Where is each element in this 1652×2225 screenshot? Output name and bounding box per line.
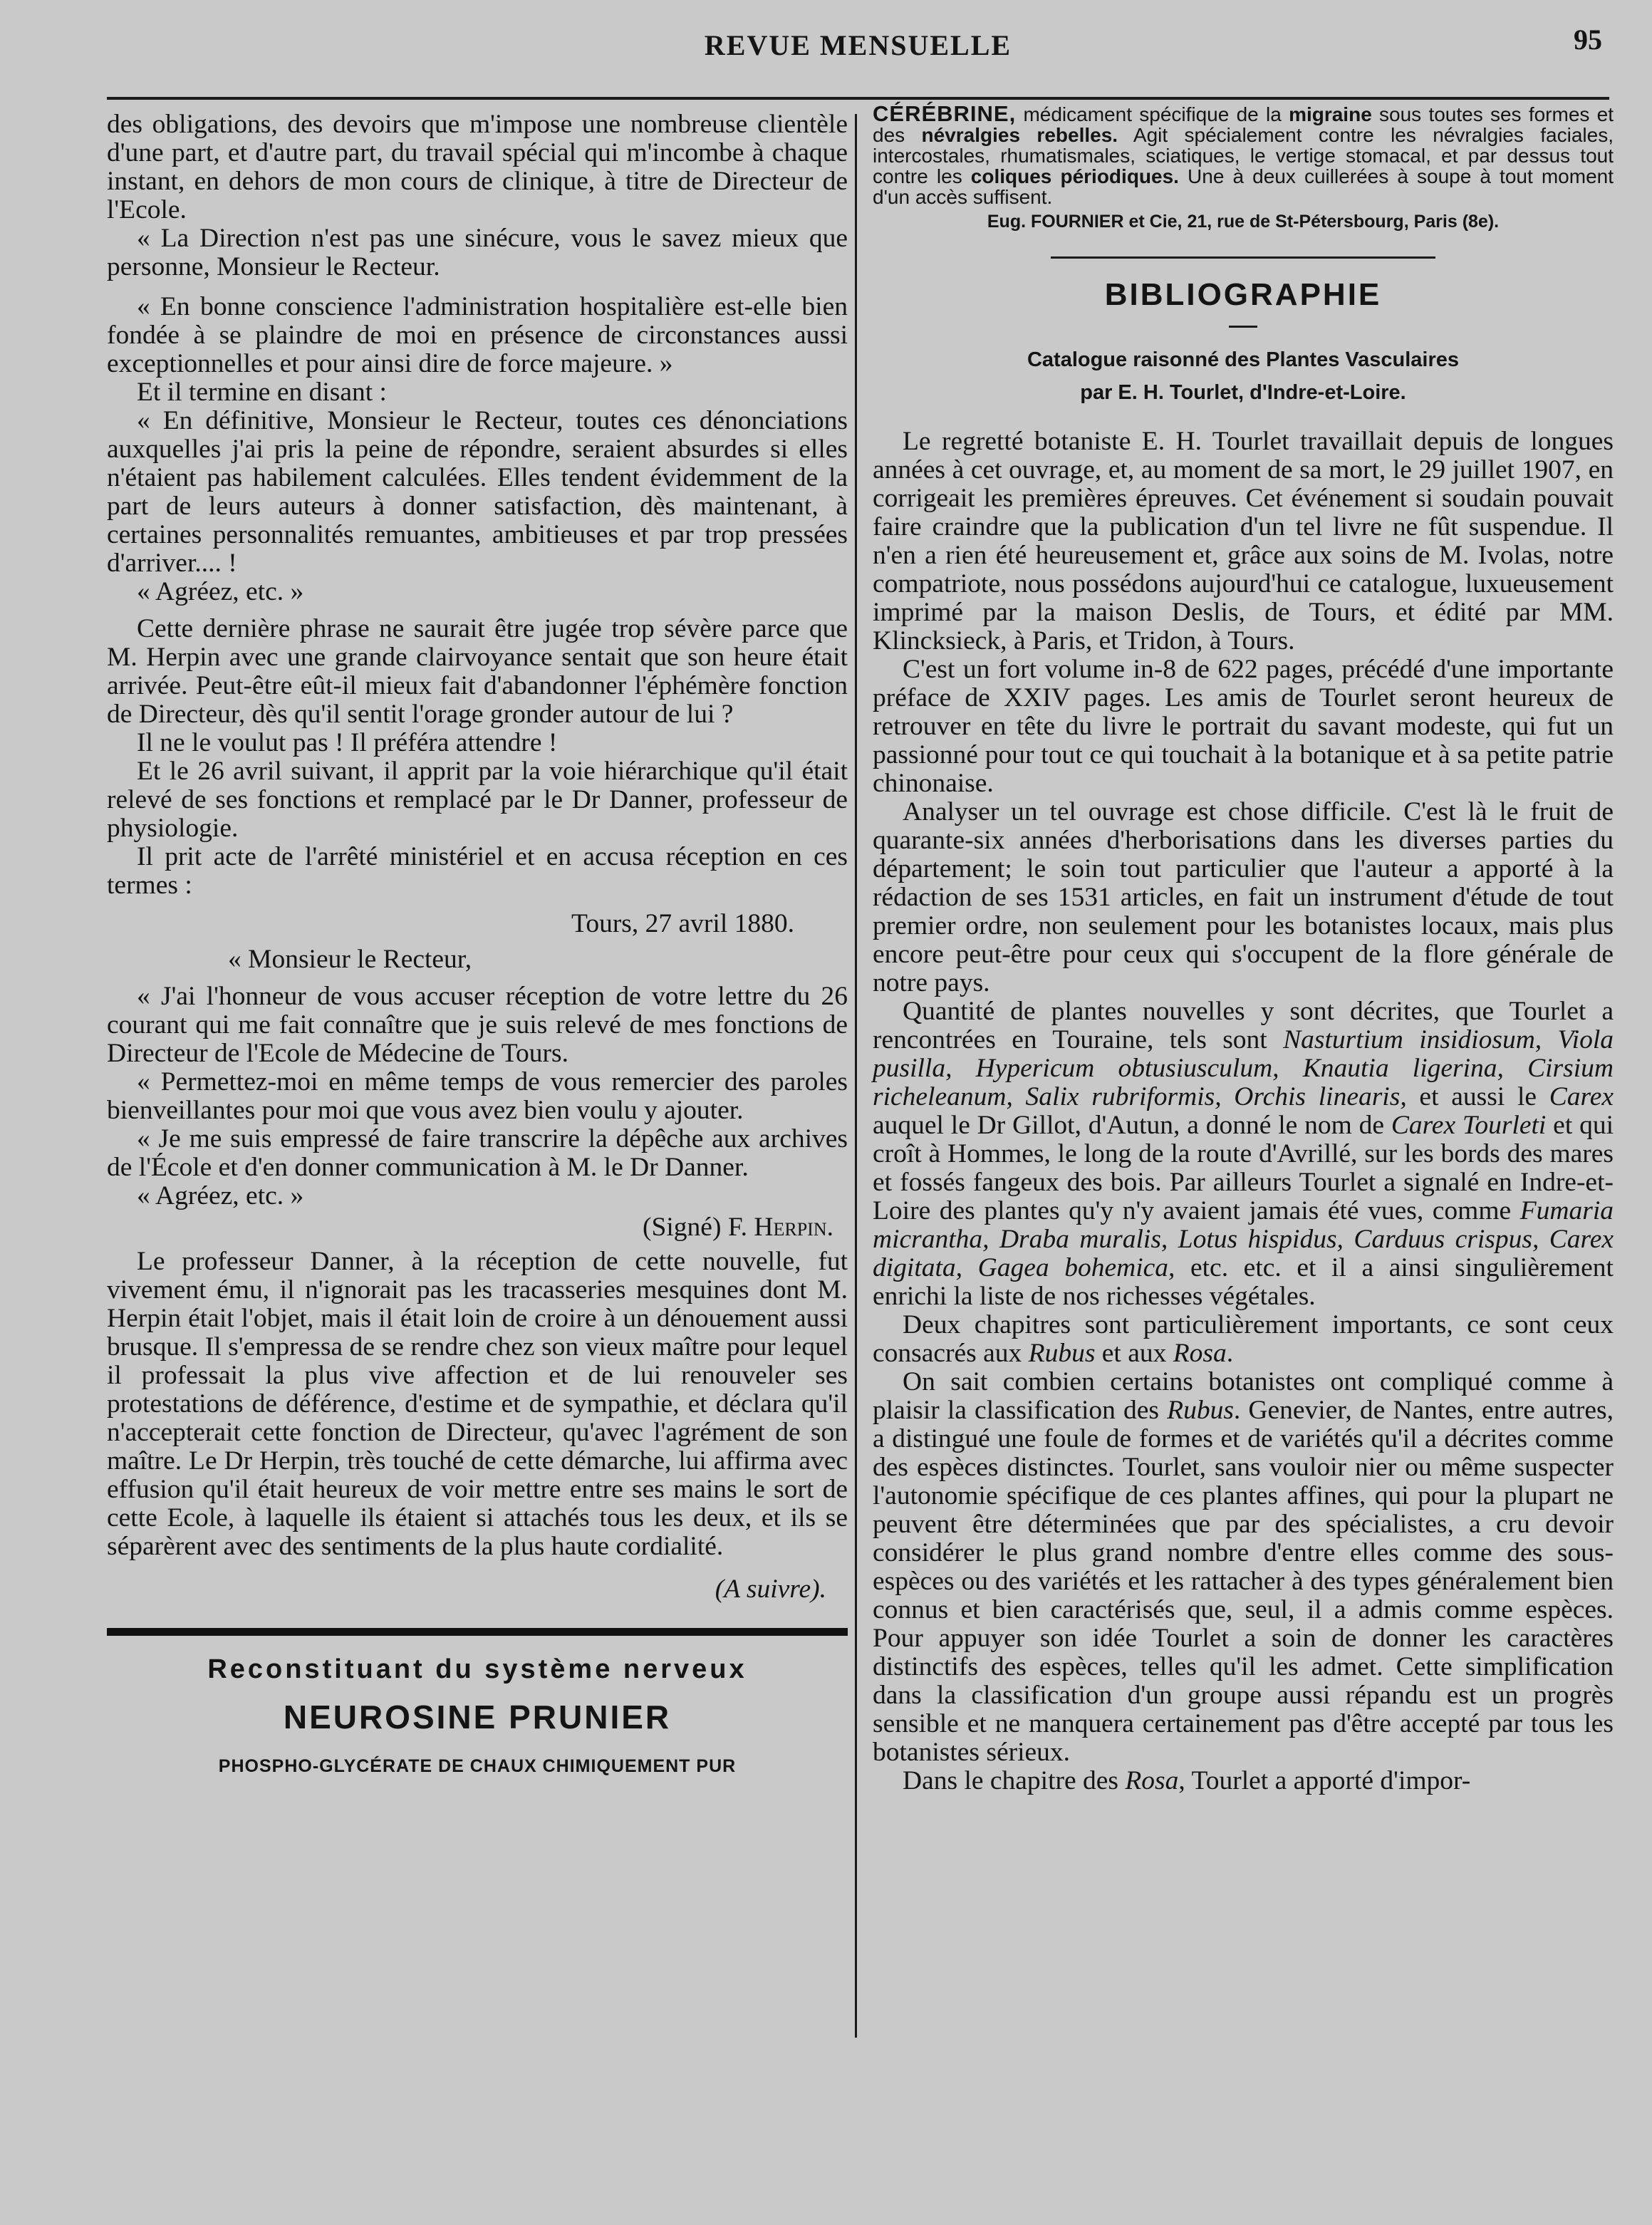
paragraph: Deux chapitres sont particulièrement importants, ce sont ceux consacrés aux Rubus et aux Rosa. [873,1310,1614,1368]
title-dash [1229,326,1257,328]
paragraph: C'est un fort volume in-8 de 622 pages, précédé d'une importante préface de XXIV pages. Les amis de Tourlet seront heureux de retrouver en tête du livre le portrait du savant modeste, qui fut un passionné pour tout ce qui touchait à la botanique et à sa petite patrie chinonaise. [873,655,1614,798]
paragraph: Dans le chapitre des Rosa, Tourlet a apporté d'impor- [903,1766,1471,1795]
ad-description: PHOSPHO-GLYCÉRATE DE CHAUX CHIMIQUEMENT PUR [218,1756,737,1776]
paragraph: « Agréez, etc. » [137,577,304,606]
page-header [107,24,1609,71]
letter-salutation: « Monsieur le Recteur, [228,945,472,974]
signature-name: Herpin. [754,1213,833,1242]
review-body [873,427,1614,1795]
paragraph: Et il termine en disant : [137,378,387,407]
to-be-continued: (A suivre). [715,1575,826,1604]
paragraph: On sait combien certains botanistes ont compliqué comme à plaisir la classification des Rubus. Genevier, de Nantes, entre autres, a distingué une foule de formes et de variétés qu'il a décrites comme des espèces distinctes. Tourlet, sans vouloir nier ou même suspecter l'autonomie spécifique de ces plantes affines, qui pour la plupart ne peuvent être déterminées que par des spécialistes, a cru devoir considérer le plus grand nombre d'entre elles comme des sous-espèces ou des variétés et les rattacher à des types généralement bien connus et bien caractérisés que, seul, il a admis comme espèces. Pour appuyer son idée Tourlet a soin de donner les caractères distinctifs des espèces, telles qu'il les admet. Cette simplification dans la classification d'un groupe aussi répandu est un progrès sensible et ne manquera certainement pas d'être accepté par tous les botanistes sérieux. [873,1367,1614,1767]
header-rule [107,97,1609,100]
ad-product-name: CÉRÉBRINE, [873,101,1017,126]
section-rule [1051,256,1435,259]
paragraph: Et le 26 avril suivant, il apprit par la voie hiérarchique qu'il était relevé de ses fonctions et remplacé par le Dr Danner, professeur de physiologie. [107,757,848,843]
letter-paragraph: « Agréez, etc. » [137,1181,304,1210]
paragraph: Cette dernière phrase ne saurait être jugée trop sévère parce que M. Herpin avec une grande clairvoyance sentait que son heure était arrivée. Peut-être eût-il mieux fait d'abandonner l'éphémère fonction de Directeur, dès qu'il sentit l'orage gronder autour de lui ? [107,614,848,729]
ad-cerebrine-text: CÉRÉBRINE, médicament spécifique de la migraine sous toutes ses formes et des névralgies rebelles. Agit spécialement contre les névralgies faciales, intercostales, rhumatismales, sciatiques, le vertige stomacal, et par dessus tout contre les coliques périodiques. Une à deux cuillerées à soupe à tout moment d'un accès suffisent. [873,101,1614,208]
section-title: BIBLIOGRAPHIE [1104,277,1382,312]
paragraph: Il ne le voulut pas ! Il préféra attendre ! [137,728,558,757]
paragraph: « En définitive, Monsieur le Recteur, toutes ces dénonciations auxquelles j'ai pris la peine de répondre, seraient absurdes si elles n'étaient pas habilement calculées. Elles tendent évidemment de la part de leurs auteurs à donner satisfaction, dès maintenant, à certaines personnalités remuantes, ambitieuses et par trop pressées d'arriver.... ! [107,406,848,578]
advertisement-neurosine [107,1654,848,1777]
letter-date: Tours, 27 avril 1880. [571,909,794,938]
letter-paragraph: « Permettez-moi en même temps de vous remercier des paroles bienveillantes pour moi que vous avez bien voulu y ajouter. [107,1067,848,1125]
ad-product-name: NEUROSINE PRUNIER [283,1698,672,1736]
paragraph: Analyser un tel ouvrage est chose difficile. C'est là le fruit de quarante-six années d'herborisations dans les diverses parties du département; le soin tout particulier que l'auteur a apporté à la rédaction de ses 1531 articles, en fait un instrument d'étude de tout premier ordre, non seulement pour les botanistes locaux, mais plus encore peut-être pour ceux qui s'occupent de la flore générale de notre pays. [873,797,1614,997]
book-title: Catalogue raisonné des Plantes Vasculaires par E. H. Tourlet, d'Indre-et-Loire. [1027,348,1460,404]
page-number: 95 [1574,24,1602,56]
running-title: REVUE MENSUELLE [704,29,1012,61]
paragraph: des obligations, des devoirs que m'impose une nombreuse clientèle d'une part, et d'autre part, du travail spécial qui m'incombe à chaque instant, en dehors de mon cours de clinique, à titre de Directeur de l'Ecole. [107,110,848,224]
paragraph: Le professeur Danner, à la réception de cette nouvelle, fut vivement ému, il n'ignorait pas les tracasseries mesquines dont M. Herpin était l'objet, mais il était loin de croire à un dénouement aussi brusque. Il s'empressa de se rendre chez son vieux maître pour lequel il professait la plus vive affection et de lui renouveler ses protestations de déférence, d'estime et de sympathie, et déclara qu'il n'accepterait cette fonction de Directeur, qu'avec l'agrément de son maître. Le Dr Herpin, très touché de cette démarche, lui affirma avec effusion qu'il était heureux de voir mettre entre ses mains le sort de cette Ecole, à laquelle ils étaient si attachés tous les deux, et ils se séparèrent avec des sentiments de la plus haute cordialité. [107,1247,848,1561]
paragraph: « La Direction n'est pas une sinécure, vous le savez mieux que personne, Monsieur le Recteur. [107,224,848,281]
column-divider [855,114,857,2038]
left-column [107,110,848,1777]
ad-address: Eug. FOURNIER et Cie, 21, rue de St-Pétersbourg, Paris (8e). [987,212,1500,232]
letter-paragraph: « J'ai l'honneur de vous accuser réception de votre lettre du 26 courant qui me fait connaître que je suis relevé de mes fonctions de Directeur de l'Ecole de Médecine de Tours. [107,982,848,1068]
ad-tagline: Reconstituant du système nerveux [207,1654,747,1684]
right-column [873,103,1614,1795]
letter-signature [107,1213,848,1242]
signature-prefix: (Signé) F. [643,1213,748,1242]
paragraph: « En bonne conscience l'administration hospitalière est-elle bien fondée à se plaindre de moi en présence de circonstances aussi exceptionnelles et pour ainsi dire de force majeure. » [107,292,848,378]
paragraph: Il prit acte de l'arrêté ministériel et en accusa réception en ces termes : [107,842,848,900]
advertisement-rule [107,1628,848,1636]
advertisement-cerebrine [873,103,1614,232]
paragraph: Le regretté botaniste E. H. Tourlet travaillait depuis de longues années à cet ouvrage, et, au moment de sa mort, le 29 juillet 1907, en corrigeait les premières épreuves. Cet événement si soudain pouvait faire craindre que la publication d'un tel livre ne fût suspendue. Il n'en a rien été heureusement et, grâce aux soins de M. Ivolas, notre compatriote, nous possédons aujourd'hui ce catalogue, luxueusement imprimé par la maison Deslis, de Tours, et édité par MM. Klincksieck, à Paris, et Tridon, à Tours. [873,427,1614,655]
paragraph: Quantité de plantes nouvelles y sont décrites, que Tourlet a rencontrées en Touraine, tels sont Nasturtium insidiosum, Viola pusilla, Hypericum obtusiusculum, Knautia ligerina, Cirsium richeleanum, Salix rubriformis, Orchis linearis, et aussi le Carex auquel le Dr Gillot, d'Autun, a donné le nom de Carex Tourleti et qui croît à Hommes, le long de la route d'Avrillé, sur les bords des mares et fossés fangeux des bois. Par ailleurs Tourlet a signalé en Indre-et-Loire des plantes qu'y n'y avaient jamais été vues, comme Fumaria micrantha, Draba muralis, Lotus hispidus, Carduus crispus, Carex digitata, Gagea bohemica, etc. etc. et il a ainsi singulièrement enrichi la liste de nos richesses végétales. [873,997,1614,1311]
letter-paragraph: « Je me suis empressé de faire transcrire la dépêche aux archives de l'École et d'en donner communication à M. le Dr Danner. [107,1124,848,1182]
